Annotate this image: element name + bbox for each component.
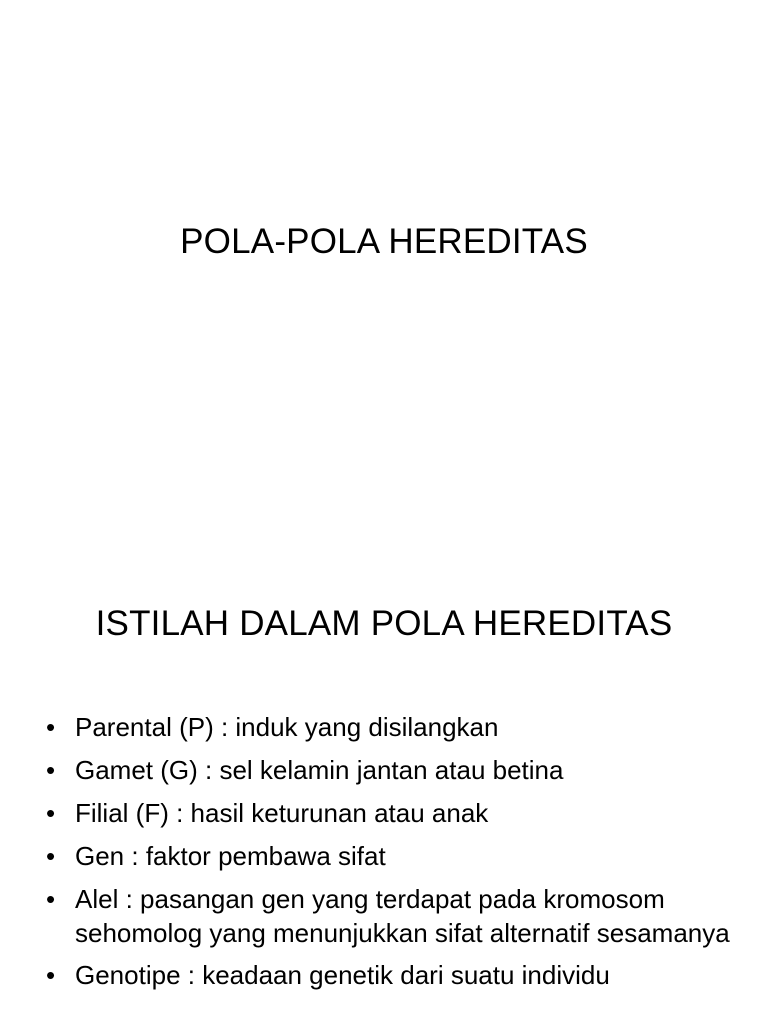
list-item-text: Genotipe : keadaan genetik dari suatu individu: [75, 960, 610, 990]
list-item-text: Parental (P) : induk yang disilangkan: [75, 712, 499, 742]
list-item: [46, 710, 736, 745]
list-item-text: Filial (F) : hasil keturunan atau anak: [75, 798, 489, 828]
bullet-dot-icon: •: [46, 884, 56, 914]
list-item: [46, 753, 736, 788]
list-item: [46, 958, 736, 993]
list-item: [46, 839, 736, 874]
list-item: [46, 882, 736, 950]
bullet-dot-icon: •: [46, 960, 56, 990]
bullet-dot-icon: •: [46, 712, 56, 742]
bullet-dot-icon: •: [46, 798, 56, 828]
list-item-text: Gen : faktor pembawa sifat: [75, 841, 386, 871]
bullet-dot-icon: •: [46, 841, 56, 871]
content-slide: [0, 576, 768, 1024]
list-item-text: Gamet (G) : sel kelamin jantan atau betina: [75, 755, 564, 785]
bullet-list: [46, 710, 736, 1001]
bullet-dot-icon: •: [46, 755, 56, 785]
slide-heading: ISTILAH DALAM POLA HEREDITAS: [95, 604, 673, 643]
slide-title: POLA-POLA HEREDITAS: [180, 222, 588, 261]
list-item-text: Alel : pasangan gen yang terdapat pada kromosom sehomolog yang menunjukkan sifat alternatif sesamanya: [75, 884, 730, 948]
list-item: [46, 796, 736, 831]
